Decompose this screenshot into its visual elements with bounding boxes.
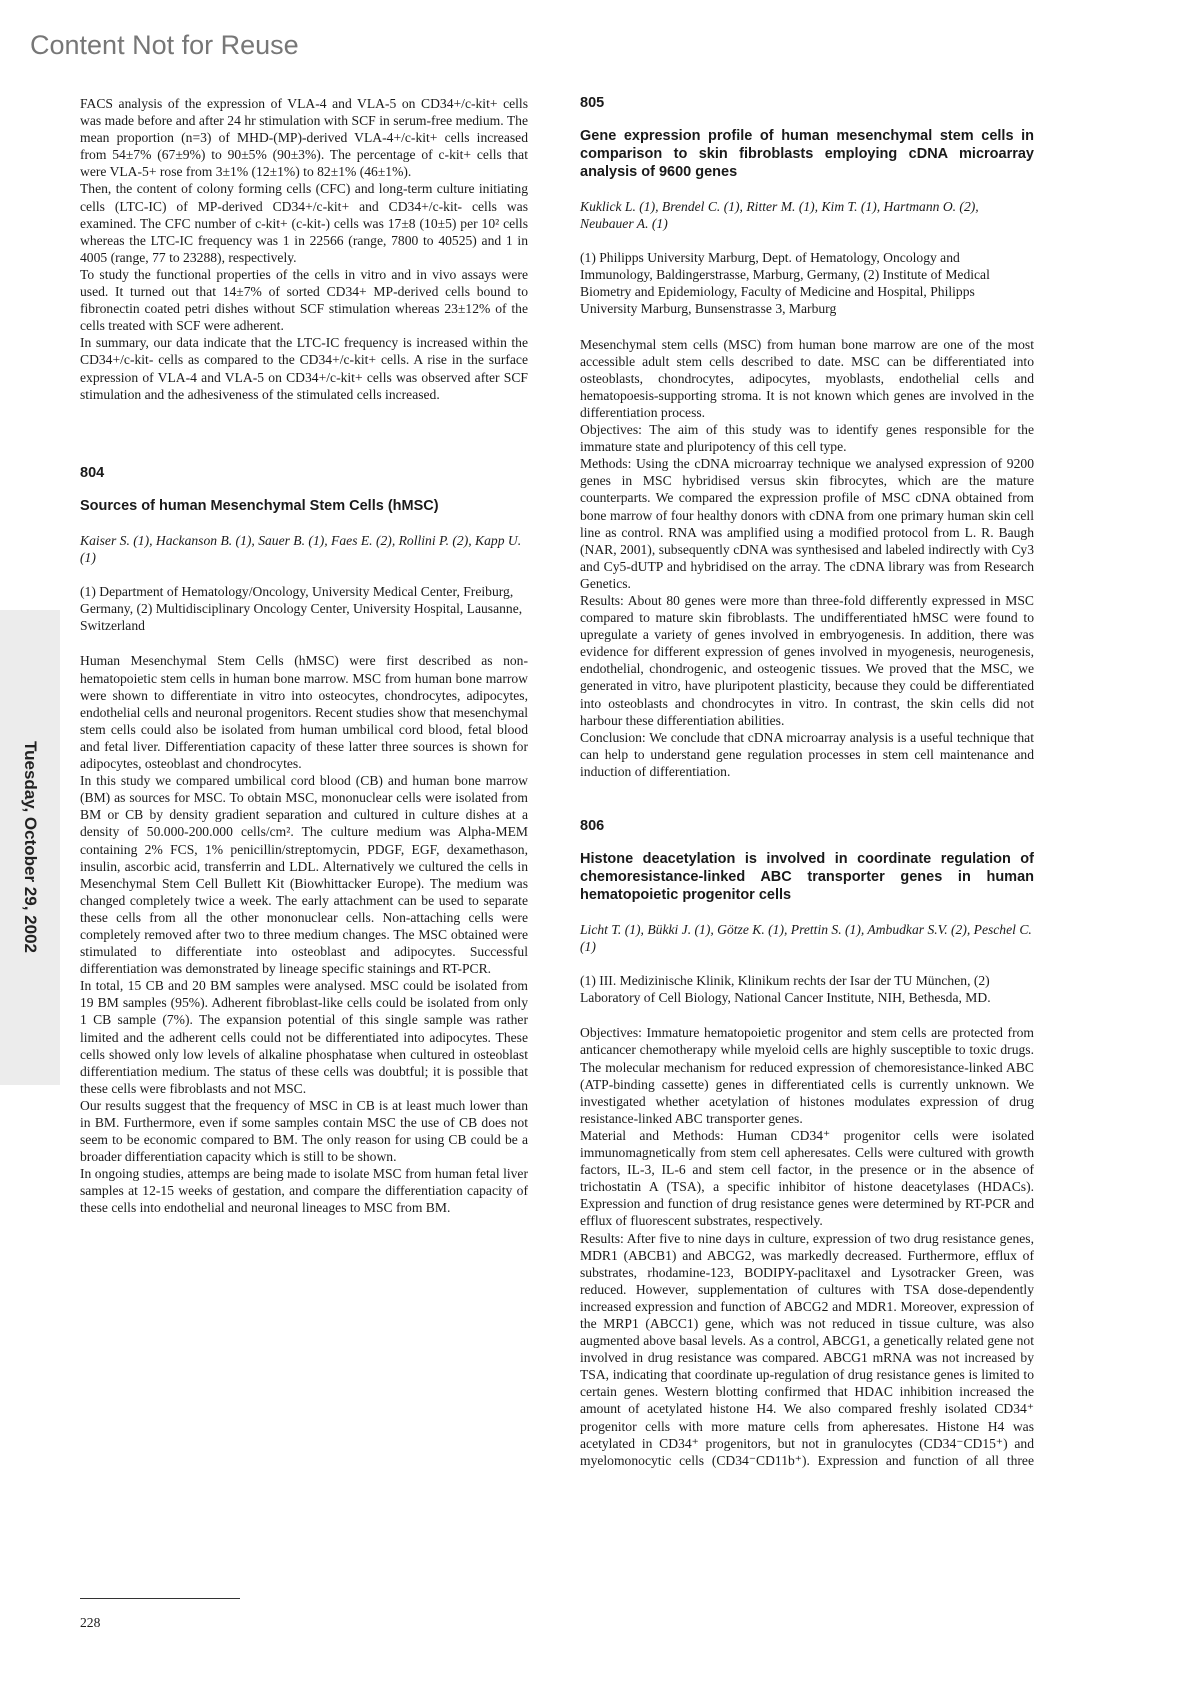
abstract-title: Gene expression profile of human mesenchymal stem cells in comparison to skin fibroblasts employing cDNA microarray analysis of 9600 genes [580,128,1034,180]
paragraph: Results: About 80 genes were more than three-fold differently expressed in MSC compared to mature skin fibroblasts. The undifferentiated hMSC were found to upregulate a variety of genes involved in embryogenesis. In addition, there was evidence for different expression of genes involved in myogenesis, neurogenesis, endothelial, chondrogenic, and osteogenic tissues. We proved that the MSC, we generated in vitro, have pluripotent plasticity, because they could be differentiated into osteoblasts and chondrocytes in vitro. In contrast, the skin cells did not harbour these differentiation abilities. [580,592,1034,728]
abstract-authors: Kaiser S. (1), Hackanson B. (1), Sauer B. (1), Faes E. (2), Rollini P. (2), Kapp U. (1) [80,533,522,566]
paragraph: Our results suggest that the frequency of MSC in CB is at least much lower than in BM. Furthermore, even if some samples contain MSC the use of CB does not seem to be economic compared to BM. The only reason for using CB could be a broader differentiation capacity which is still to be shown. [80,1097,528,1165]
paragraph: In summary, our data indicate that the LTC-IC frequency is increased within the CD34+/c-kit- cells as compared to the CD34+/c-kit+ cells. A rise in the surface expression of VLA-4 and VLA-5 on CD34+/c-kit+ cells was observed after SCF stimulation and the adhesiveness of the stimulated cells increased. [80,335,528,402]
page-number: 228 [80,1615,101,1630]
footer-rule [80,1598,240,1599]
paragraph: Objectives: The aim of this study was to identify genes responsible for the immature state and pluripotency of this cell type. [580,422,1034,455]
abstract-806 [580,818,1034,1469]
abstract-number: 804 [80,465,105,481]
paragraph: Results: After five to nine days in culture, expression of two drug resistance genes, MDR1 (ABCB1) and ABCG2, was markedly decreased. Furthermore, efflux of substrates, rhodamine-123, BODIPY-paclitaxel and Lysotracker Green, was reduced. However, supplementation of cultures with TSA dose-dependently increased expression and function of ABCG2 and MDR1. Moreover, expression of the MRP1 (ABCC1) gene, which was not reduced in tissue culture, was also augmented above basal levels. As a control, ABCG1, a genetically related gene not involved in drug resistance was compared. ABCG1 mRNA was not increased by TSA, indicating that coordinate up-regulation of drug resistance genes is limited to certain genes. Western blotting confirmed that HDAC inhibition increased the amount of acetylated histone H4. We also compared freshly isolated CD34⁺ progenitor cells with more mature cells from apheresates. Histone H4 was acetylated in CD34⁺ progenitors, but not in granulocytes (CD34⁻CD15⁺) and myelomonocytic cells (CD34⁻CD11b⁺). Expression and function of all three [580,1230,1034,1468]
paragraph: In total, 15 CB and 20 BM samples were analysed. MSC could be isolated from 19 BM samples (95%). Adherent fibroblast-like cells could be isolated from only 1 CB sample (7%). The expansion potential of this single sample was rather limited and the adherent cells could not be differentiated into adipocytes. These cells showed only low levels of alkaline phosphatase when cultured in osteoblast differentiation medium. The status of these cells was doubtful; it is possible that these cells were fibroblasts and not MSC. [80,978,528,1096]
abstract-authors: Licht T. (1), Bükki J. (1), Götze K. (1), Prettin S. (1), Ambudkar S.V. (2), Peschel C. (1) [580,922,1032,955]
abstract-title: Sources of human Mesenchymal Stem Cells (hMSC) [80,498,439,514]
continued-abstract [80,95,528,403]
paragraph: Human Mesenchymal Stem Cells (hMSC) were first described as non-hematopoietic stem cells in human bone marrow. MSC from human bone marrow were shown to differentiate in vitro into osteocytes, chondrocytes, adipocytes, endothelial cells and neuronal progenitors. Recent studies show that mesenchymal stem cells could also be isolated from human umbilical cord blood, fetal blood and fetal liver. Differentiation capacity of these latter three sources is shown for adipocytes, osteoblast and chondrocytes. [80,653,528,772]
paragraph: Then, the content of colony forming cells (CFC) and long-term culture initiating cells (LTC-IC) of MP-derived CD34+/c-kit+ and CD34+/c-kit- cells was examined. The CFC number of c-kit+ (c-kit-) cells was 17±8 (10±5) per 10² cells whereas the LTC-IC frequency was 1 in 22566 (range, 7800 to 40525) and 1 in 4005 (range, 77 to 23288), respectively. [80,181,528,265]
paragraph: Methods: Using the cDNA microarray technique we analysed expression of 9200 genes in MSC hybridised versus skin fibrocytes, which are the mature counterparts. We compared the expression profile of MSC cDNA obtained from bone marrow of four healthy donors with cDNA from one primary human skin cell line as control. RNA was amplified using a modified protocol from L. R. Baugh (NAR, 2001), subsequently cDNA was synthesised and labeled indirectly with Cy3 and Cy5-dUTP and hybridised on the array. The cDNA library was from Research Genetics. [580,456,1034,591]
paragraph: FACS analysis of the expression of VLA-4 and VLA-5 on CD34+/c-kit+ cells was made before and after 24 hr stimulation with SCF in serum-free medium. The mean proportion (n=3) of MHD-(MP)-derived VLA-4+/c-kit+ cells increased from 54±7% (67±9%) to 90±5% (90±3%). The percentage of c-kit+ cells that were VLA-5+ rose from 3±1% (12±1%) to 82±1% (46±1%). [80,96,528,180]
abstract-number: 805 [580,95,605,111]
abstract-affiliations: (1) Department of Hematology/Oncology, University Medical Center, Freiburg, Germany, (2) Multidisciplinary Oncology Center, University Hospital, Lausanne, Switzerland [80,584,523,634]
abstract-title: Histone deacetylation is involved in coordinate regulation of chemoresistance-linked ABC transporter genes in human hematopoietic progenitor cells [580,851,1034,903]
watermark: Content Not for Reuse [30,30,299,60]
abstract-affiliations: (1) Philipps University Marburg, Dept. of Hematology, Oncology and Immunology, Baldingerstrasse, Marburg, Germany, (2) Institute of Medical Biometry and Epidemiology, Faculty of Medicine and Hospital, Philipps University Marburg, Bunsenstrasse 3, Marburg [580,250,990,317]
paragraph: Material and Methods: Human CD34⁺ progenitor cells were isolated immunomagnetically from stem cell apheresates. Cells were cultured with growth factors, IL-3, IL-6 and stem cell factor, in the presence or in the absence of trichostatin A (TSA), a specific inhibitor of histone deacetylases (HDACs). Expression and function of drug resistance genes were determined by RT-PCR and efflux of fluorescent substrates, respectively. [580,1127,1034,1229]
paragraph: In ongoing studies, attemps are being made to isolate MSC from human fetal liver samples at 12-15 weeks of gestation, and compare the differentiation capacity of these cells into endothelial and neuronal lineages to MSC from BM. [80,1166,528,1216]
abstract-affiliations: (1) III. Medizinische Klinik, Klinikum rechts der Isar der TU München, (2) Laboratory of Cell Biology, National Cancer Institute, NIH, Bethesda, MD. [580,973,991,1006]
abstract-number: 806 [580,818,605,834]
abstract-authors: Kuklick L. (1), Brendel C. (1), Ritter M. (1), Kim T. (1), Hartmann O. (2), Neubauer A. (1) [580,199,979,232]
paragraph: Objectives: Immature hematopoietic progenitor and stem cells are protected from anticancer chemotherapy while myeloid cells are highly susceptible to toxic drugs. The molecular mechanism for reduced expression of chemoresistance-linked ABC (ATP-binding cassette) genes in differentiated cells is currently unknown. We investigated whether acetylation of histones modulates expression of drug resistance-linked ABC transporter genes. [580,1025,1034,1126]
paragraph: To study the functional properties of the cells in vitro and in vivo assays were used. It turned out that 14±7% of sorted CD34+ MP-derived cells bound to fibronectin coated petri dishes without SCF stimulation whereas 23±12% of the cells treated with SCF were adherent. [80,266,528,334]
paragraph: In this study we compared umbilical cord blood (CB) and human bone marrow (BM) as sources for MSC. To obtain MSC, mononuclear cells were isolated from BM or CB by density gradient separation and cultured in culture dishes at a density of 50.000-200.000 cells/cm². The culture medium was Alpha-MEM containing 2% FCS, 1% penicillin/streptomycin, PDGF, EGF, dexamethason, insulin, ascorbic acid, transferrin and LDL. Alternatively we cultured the cells in Mesenchymal Stem Cell Bullett Kit (Biowhittacker Europe). The medium was changed completely twice a week. The early attachment can be used to separate these cells from all the other mononuclear cells. Non-attaching cells were completely removed after two to three medium changes. The MSC obtained were stimulated to differentiate into osteoblast and adipocytes. Successful differentiation was demonstrated by lineage specific stainings and RT-PCR. [80,773,528,977]
paragraph: Conclusion: We conclude that cDNA microarray analysis is a useful technique that can help to understand gene regulation processes in stem cell maintenance and induction of differentiation. [580,729,1034,779]
abstract-804 [80,465,528,1217]
abstract-805 [580,95,1034,780]
paragraph: Mesenchymal stem cells (MSC) from human bone marrow are one of the most accessible adult stem cells described to date. MSC can be differentiated into osteoblasts, chondrocytes, adipocytes, myoblasts, endothelial cells and hematopoesis-supporting stroma. It is not known which genes are involved in the differentiation process. [580,336,1034,420]
side-tab-date: Tuesday, October 29, 2002 [21,741,40,953]
